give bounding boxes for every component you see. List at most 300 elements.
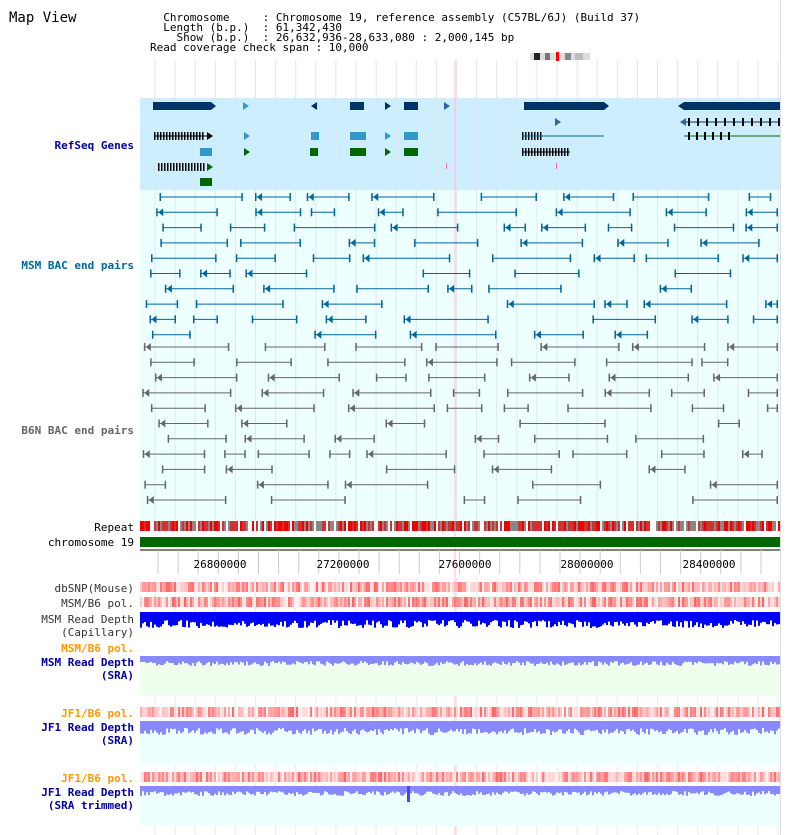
repeat-segment (446, 521, 448, 531)
track-label-dbsnp[interactable]: dbSNP(Mouse) (54, 582, 134, 595)
jf1-b6-pol-heat (626, 707, 628, 717)
jf1-depth-sra-bar (526, 721, 528, 733)
repeat-segment (766, 521, 768, 531)
msm-b6-pol-heat (150, 597, 152, 607)
jf1-depth-trimmed-bar (636, 786, 638, 795)
dbsnp-heat (558, 582, 560, 592)
jf1-b6-pol-2-heat (358, 772, 360, 782)
msm-b6-pol-heat (514, 597, 516, 607)
jf1-b6-pol-heat (452, 707, 454, 717)
jf1-b6-pol-heat (240, 707, 242, 717)
jf1-b6-pol-2-heat (678, 772, 680, 782)
jf1-b6-pol-heat (580, 707, 582, 717)
msm-depth-capillary-bar (630, 612, 632, 622)
repeat-segment (672, 521, 674, 531)
repeat-segment (256, 521, 258, 531)
jf1-b6-pol-heat (202, 707, 204, 717)
jf1-depth-sra-bar (234, 721, 236, 728)
msm-depth-capillary-bar (308, 612, 310, 626)
jf1-depth-trimmed-bar (336, 786, 338, 795)
track-label-msm-bac[interactable]: MSM BAC end pairs (21, 259, 134, 272)
jf1-depth-sra-bar (454, 721, 456, 731)
dbsnp-heat (420, 582, 422, 592)
msm-depth-sra-bar (518, 656, 520, 663)
jf1-b6-pol-heat (670, 707, 672, 717)
jf1-depth-sra-bar (584, 721, 586, 731)
jf1-b6-pol-heat (554, 707, 556, 717)
jf1-b6-pol-2-heat (228, 772, 230, 782)
msm-depth-sra-bar (148, 656, 150, 663)
msm-depth-capillary-bar (408, 612, 410, 628)
jf1-b6-pol-heat (304, 707, 306, 717)
repeat-segment (158, 521, 160, 531)
jf1-depth-trimmed-bar (582, 786, 584, 794)
dbsnp-heat (490, 582, 492, 592)
jf1-b6-pol-2-heat (380, 772, 382, 782)
msm-depth-sra-bar (556, 656, 558, 663)
jf1-depth-sra-bar (762, 721, 764, 728)
jf1-depth-trimmed-bar (502, 786, 504, 793)
msm-depth-sra-bar (476, 656, 478, 665)
repeat-segment (376, 521, 378, 531)
jf1-depth-sra-bar (726, 721, 728, 732)
jf1-depth-trimmed-bar (524, 786, 526, 796)
jf1-b6-pol-heat (614, 707, 616, 717)
msm-depth-sra-bar (310, 656, 312, 661)
jf1-b6-pol-2-heat (524, 772, 526, 782)
dbsnp-heat (634, 582, 636, 592)
jf1-depth-sra-bar (556, 721, 558, 732)
jf1-b6-pol-heat (694, 707, 696, 717)
jf1-depth-sra-bar (270, 721, 272, 735)
dbsnp-heat (624, 582, 626, 592)
msm-depth-capillary-bar (246, 612, 248, 627)
jf1-depth-sra-bar (208, 721, 210, 732)
msm-depth-capillary-bar (618, 612, 620, 625)
dbsnp-heat (150, 582, 152, 592)
msm-depth-capillary-bar (528, 612, 530, 623)
msm-b6-pol-heat (466, 597, 468, 607)
repeat-segment (448, 521, 450, 531)
repeat-segment (598, 521, 600, 531)
repeat-segment (512, 521, 514, 531)
jf1-depth-trimmed-bar (540, 786, 542, 792)
msm-depth-sra-bar (574, 656, 576, 665)
dbsnp-heat (740, 582, 742, 592)
msm-depth-sra-bar (492, 656, 494, 663)
dbsnp-heat (366, 582, 368, 592)
jf1-depth-trimmed-bar (676, 786, 678, 792)
msm-depth-capillary-bar (216, 612, 218, 626)
jf1-depth-sra-bar (562, 721, 564, 733)
dbsnp-heat (538, 582, 540, 592)
msm-depth-sra-bar (418, 656, 420, 663)
jf1-b6-pol-heat (172, 707, 174, 717)
msm-depth-sra-bar (228, 656, 230, 665)
msm-b6-pol-heat (630, 597, 632, 607)
msm-depth-sra-bar (434, 656, 436, 665)
msm-b6-pol-heat (648, 597, 650, 607)
msm-depth-sra-bar (158, 656, 160, 664)
jf1-depth-trimmed-bar (178, 786, 180, 793)
repeat-segment (252, 521, 254, 531)
jf1-depth-sra-bar (588, 721, 590, 729)
jf1-depth-trimmed-bar (726, 786, 728, 792)
msm-depth-capillary-bar (430, 612, 432, 621)
msm-depth-sra-bar (164, 656, 166, 664)
msm-b6-pol-heat (358, 597, 360, 607)
jf1-depth-sra-bar (694, 721, 696, 733)
msm-b6-pol-heat (568, 597, 570, 607)
msm-depth-capillary-bar (496, 612, 498, 621)
jf1-b6-pol-2-heat (672, 772, 674, 782)
msm-depth-sra-bar (298, 656, 300, 662)
dbsnp-heat (690, 582, 692, 592)
jf1-b6-pol-2-heat (258, 772, 260, 782)
track-label-msm-b6-pol-capillary[interactable]: MSM/B6 pol. (61, 597, 134, 610)
jf1-depth-trimmed-bar (148, 786, 150, 795)
jf1-depth-trimmed-bar (702, 786, 704, 791)
repeat-segment (234, 521, 236, 531)
jf1-depth-sra-bar (444, 721, 446, 733)
msm-depth-capillary-bar (382, 612, 384, 628)
msm-depth-sra-bar (766, 656, 768, 665)
jf1-depth-sra-bar (176, 721, 178, 734)
jf1-b6-pol-heat (142, 707, 144, 717)
msm-depth-capillary-bar (410, 612, 412, 627)
repeat-segment (274, 521, 276, 531)
msm-depth-capillary-bar (516, 612, 518, 622)
jf1-depth-sra-bar (638, 721, 640, 735)
repeat-segment (436, 521, 438, 531)
msm-depth-capillary-bar (700, 612, 702, 623)
repeat-segment (582, 521, 584, 531)
jf1-depth-sra-bar (754, 721, 756, 729)
jf1-b6-pol-2-heat (556, 772, 558, 782)
msm-b6-pol-heat (736, 597, 738, 607)
msm-depth-sra-bar (712, 656, 714, 663)
jf1-b6-pol-heat (632, 707, 634, 717)
jf1-depth-trimmed-bar (596, 786, 598, 794)
msm-b6-pol-heat (624, 597, 626, 607)
repeat-segment (368, 521, 370, 531)
dbsnp-heat (768, 582, 770, 592)
msm-b6-pol-heat (560, 597, 562, 607)
jf1-depth-sra-bar (236, 721, 238, 734)
msm-depth-capillary-bar (766, 612, 768, 624)
msm-b6-pol-heat (638, 597, 640, 607)
msm-depth-sra-bar (724, 656, 726, 661)
jf1-depth-trimmed-bar (590, 786, 592, 791)
msm-b6-pol-heat (308, 597, 310, 607)
msm-b6-pol-heat (264, 597, 266, 607)
jf1-depth-sra-bar (314, 721, 316, 731)
jf1-depth-trimmed-bar (328, 786, 330, 794)
repeat-segment (346, 521, 348, 531)
jf1-b6-pol-heat (508, 707, 510, 717)
track-label-jf1-depth-sra[interactable]: JF1 Read Depth (41, 721, 134, 734)
msm-depth-sra-bar (348, 656, 350, 665)
jf1-b6-pol-heat (674, 707, 676, 717)
jf1-b6-pol-2-heat (622, 772, 624, 782)
msm-b6-pol-heat (310, 597, 312, 607)
msm-b6-pol-heat (750, 597, 752, 607)
msm-depth-sra-bar (426, 656, 428, 663)
jf1-b6-pol-heat (318, 707, 320, 717)
jf1-depth-sra-bar (628, 721, 630, 729)
repeat-segment (644, 521, 646, 531)
msm-b6-pol-heat (444, 597, 446, 607)
jf1-depth-trimmed-bar (358, 786, 360, 794)
jf1-depth-sra-bar (180, 721, 182, 733)
msm-depth-capillary-bar (696, 612, 698, 622)
msm-depth-sra-bar (504, 656, 506, 664)
jf1-b6-pol-heat (624, 707, 626, 717)
jf1-depth-trimmed-bar (348, 786, 350, 793)
repeat-segment (152, 521, 154, 531)
msm-depth-sra-bar (296, 656, 298, 661)
msm-b6-pol-heat (354, 597, 356, 607)
track-label-msm-b6-pol-sra[interactable]: MSM/B6 pol. (61, 642, 134, 655)
msm-b6-pol-heat (250, 597, 252, 607)
jf1-b6-pol-heat (746, 707, 748, 717)
dbsnp-heat (332, 582, 334, 592)
repeat-segment (606, 521, 608, 531)
dbsnp-heat (678, 582, 680, 592)
msm-depth-sra-bar (324, 656, 326, 666)
msm-b6-pol-heat (412, 597, 414, 607)
jf1-b6-pol-heat (648, 707, 650, 717)
jf1-depth-trimmed-bar (316, 786, 318, 793)
repeat-segment (494, 521, 496, 531)
jf1-depth-sra-bar (242, 721, 244, 731)
dbsnp-heat (256, 582, 258, 592)
jf1-depth-trimmed-bar (476, 786, 478, 791)
track-label-msm-depth-sra[interactable]: MSM Read Depth (41, 656, 134, 669)
jf1-depth-trimmed-bar (356, 786, 358, 791)
jf1-b6-pol-heat (356, 707, 358, 717)
msm-b6-pol-heat (206, 597, 208, 607)
track-label-jf1-depth-sra-sub: (SRA) (100, 734, 134, 747)
jf1-b6-pol-heat (734, 707, 736, 717)
jf1-depth-sra-bar (386, 721, 388, 729)
msm-depth-sra-bar (572, 656, 574, 663)
msm-depth-sra-bar (334, 656, 336, 663)
dbsnp-heat (246, 582, 248, 592)
msm-b6-pol-heat (142, 597, 144, 607)
dbsnp-heat (400, 582, 402, 592)
repeat-segment (614, 521, 616, 531)
track-label-jf1-depth-trimmed[interactable]: JF1 Read Depth (41, 786, 134, 799)
jf1-depth-trimmed-bar (394, 786, 396, 793)
msm-depth-sra-bar (564, 656, 566, 665)
jf1-b6-pol-heat (310, 707, 312, 717)
msm-depth-sra-bar (752, 656, 754, 664)
msm-depth-sra-bar (502, 656, 504, 662)
jf1-depth-trimmed-bar (240, 786, 242, 792)
msm-depth-capillary-bar (162, 612, 164, 624)
msm-b6-pol-heat (454, 597, 456, 607)
jf1-b6-pol-heat (548, 707, 550, 717)
jf1-depth-trimmed-bar (526, 786, 528, 793)
jf1-b6-pol-2-heat (746, 772, 748, 782)
msm-depth-capillary-bar (678, 612, 680, 626)
jf1-depth-trimmed-bar (514, 786, 516, 791)
msm-depth-sra-bar (768, 656, 770, 665)
msm-depth-sra-bar (534, 656, 536, 666)
dbsnp-heat (518, 582, 520, 592)
msm-b6-pol-heat (764, 597, 766, 607)
track-label-refseq[interactable]: RefSeq Genes (54, 139, 134, 152)
msm-depth-sra-bar (204, 656, 206, 665)
msm-depth-sra-bar (290, 656, 292, 665)
jf1-b6-pol-2-heat (484, 772, 486, 782)
track-label-jf1-b6-pol-2[interactable]: JF1/B6 pol. (61, 772, 134, 785)
msm-depth-capillary-bar (190, 612, 192, 622)
msm-depth-sra-bar (328, 656, 330, 663)
dbsnp-heat (580, 582, 582, 592)
jf1-depth-trimmed-bar (506, 786, 508, 792)
jf1-depth-sra-bar (352, 721, 354, 731)
jf1-b6-pol-2-heat (280, 772, 282, 782)
jf1-depth-trimmed-bar (390, 786, 392, 793)
msm-b6-pol-heat (320, 597, 322, 607)
msm-depth-sra-bar (526, 656, 528, 661)
dbsnp-heat (362, 582, 364, 592)
jf1-depth-trimmed-bar (536, 786, 538, 794)
dbsnp-heat (146, 582, 148, 592)
msm-depth-sra-bar (274, 656, 276, 663)
msm-depth-capillary-bar (442, 612, 444, 620)
msm-depth-capillary-bar (702, 612, 704, 628)
dbsnp-heat (158, 582, 160, 592)
repeat-segment (360, 521, 362, 531)
dbsnp-heat (664, 582, 666, 592)
msm-b6-pol-heat (244, 597, 246, 607)
jf1-b6-pol-2-heat (656, 772, 658, 782)
msm-depth-capillary-bar (536, 612, 538, 626)
repeat-segment (756, 521, 758, 531)
repeat-segment (216, 521, 218, 531)
msm-depth-sra-bar (670, 656, 672, 665)
msm-depth-capillary-bar (542, 612, 544, 620)
msm-b6-pol-heat (364, 597, 366, 607)
jf1-b6-pol-heat (550, 707, 552, 717)
jf1-b6-pol-2-heat (468, 772, 470, 782)
dbsnp-heat (672, 582, 674, 592)
repeat-segment (646, 521, 648, 531)
jf1-depth-sra-bar (578, 721, 580, 732)
dbsnp-heat (226, 582, 228, 592)
jf1-depth-trimmed-bar (284, 786, 286, 794)
msm-b6-pol-heat (168, 597, 170, 607)
jf1-depth-trimmed-bar (212, 786, 214, 796)
jf1-depth-trimmed-bar (368, 786, 370, 792)
jf1-depth-sra-bar (298, 721, 300, 733)
jf1-depth-sra-bar (190, 721, 192, 732)
dbsnp-heat (464, 582, 466, 592)
jf1-b6-pol-heat (374, 707, 376, 717)
jf1-b6-pol-2-heat (568, 772, 570, 782)
jf1-depth-trimmed-bar (164, 786, 166, 796)
jf1-b6-pol-heat (568, 707, 570, 717)
jf1-depth-trimmed-bar (542, 786, 544, 792)
repeat-segment (580, 521, 582, 531)
jf1-depth-trimmed-bar (544, 786, 546, 792)
repeat-segment (752, 521, 754, 531)
jf1-b6-pol-2-heat (270, 772, 272, 782)
track-label-jf1-b6-pol[interactable]: JF1/B6 pol. (61, 707, 134, 720)
jf1-depth-sra-bar (770, 721, 772, 731)
dbsnp-heat (212, 582, 214, 592)
repeat-segment (532, 521, 534, 531)
jf1-b6-pol-heat (684, 707, 686, 717)
jf1-b6-pol-2-heat (648, 772, 650, 782)
repeat-segment (384, 521, 386, 531)
msm-depth-sra-bar (314, 656, 316, 665)
dbsnp-heat (148, 582, 150, 592)
dbsnp-heat (160, 582, 162, 592)
jf1-depth-sra-bar (580, 721, 582, 735)
msm-depth-capillary-bar (742, 612, 744, 621)
jf1-depth-sra-bar (226, 721, 228, 733)
msm-depth-capillary-bar (474, 612, 476, 627)
jf1-b6-pol-2-heat (696, 772, 698, 782)
msm-depth-capillary-bar (396, 612, 398, 627)
dbsnp-heat (142, 582, 144, 592)
jf1-b6-pol-2-heat (644, 772, 646, 782)
msm-depth-capillary-bar (178, 612, 180, 621)
jf1-depth-sra-bar (718, 721, 720, 734)
repeat-segment (450, 521, 452, 531)
track-label-msm-depth-capillary[interactable]: MSM Read Depth (41, 613, 134, 626)
repeat-segment (348, 521, 350, 531)
jf1-b6-pol-heat (540, 707, 542, 717)
jf1-b6-pol-heat (640, 707, 642, 717)
msm-b6-pol-heat (704, 597, 706, 607)
msm-depth-capillary-bar (420, 612, 422, 622)
repeat-segment (570, 521, 572, 531)
jf1-b6-pol-heat (498, 707, 500, 717)
jf1-b6-pol-heat (482, 707, 484, 717)
msm-depth-sra-bar (704, 656, 706, 663)
msm-b6-pol-heat (726, 597, 728, 607)
repeat-segment (280, 521, 282, 531)
msm-b6-pol-heat (258, 597, 260, 607)
msm-depth-sra-bar (726, 656, 728, 662)
jf1-b6-pol-heat (608, 707, 610, 717)
repeat-segment (586, 521, 588, 531)
jf1-depth-trimmed-bar (452, 786, 454, 791)
jf1-depth-trimmed-bar (420, 786, 422, 796)
msm-b6-pol-heat (674, 597, 676, 607)
dbsnp-heat (358, 582, 360, 592)
msm-depth-sra-bar (608, 656, 610, 666)
dbsnp-heat (388, 582, 390, 592)
repeat-segment (648, 521, 650, 531)
jf1-depth-trimmed-bar (600, 786, 602, 794)
repeat-segment (620, 521, 622, 531)
msm-depth-capillary-bar (664, 612, 666, 625)
jf1-depth-trimmed-bar (454, 786, 456, 793)
jf1-b6-pol-2-heat (330, 772, 332, 782)
jf1-b6-pol-heat (700, 707, 702, 717)
msm-depth-capillary-bar (748, 612, 750, 625)
track-label-b6n-bac[interactable]: B6N BAC end pairs (21, 424, 134, 437)
msm-depth-capillary-bar (170, 612, 172, 627)
jf1-depth-trimmed-bar (738, 786, 740, 794)
repeat-segment (630, 521, 632, 531)
